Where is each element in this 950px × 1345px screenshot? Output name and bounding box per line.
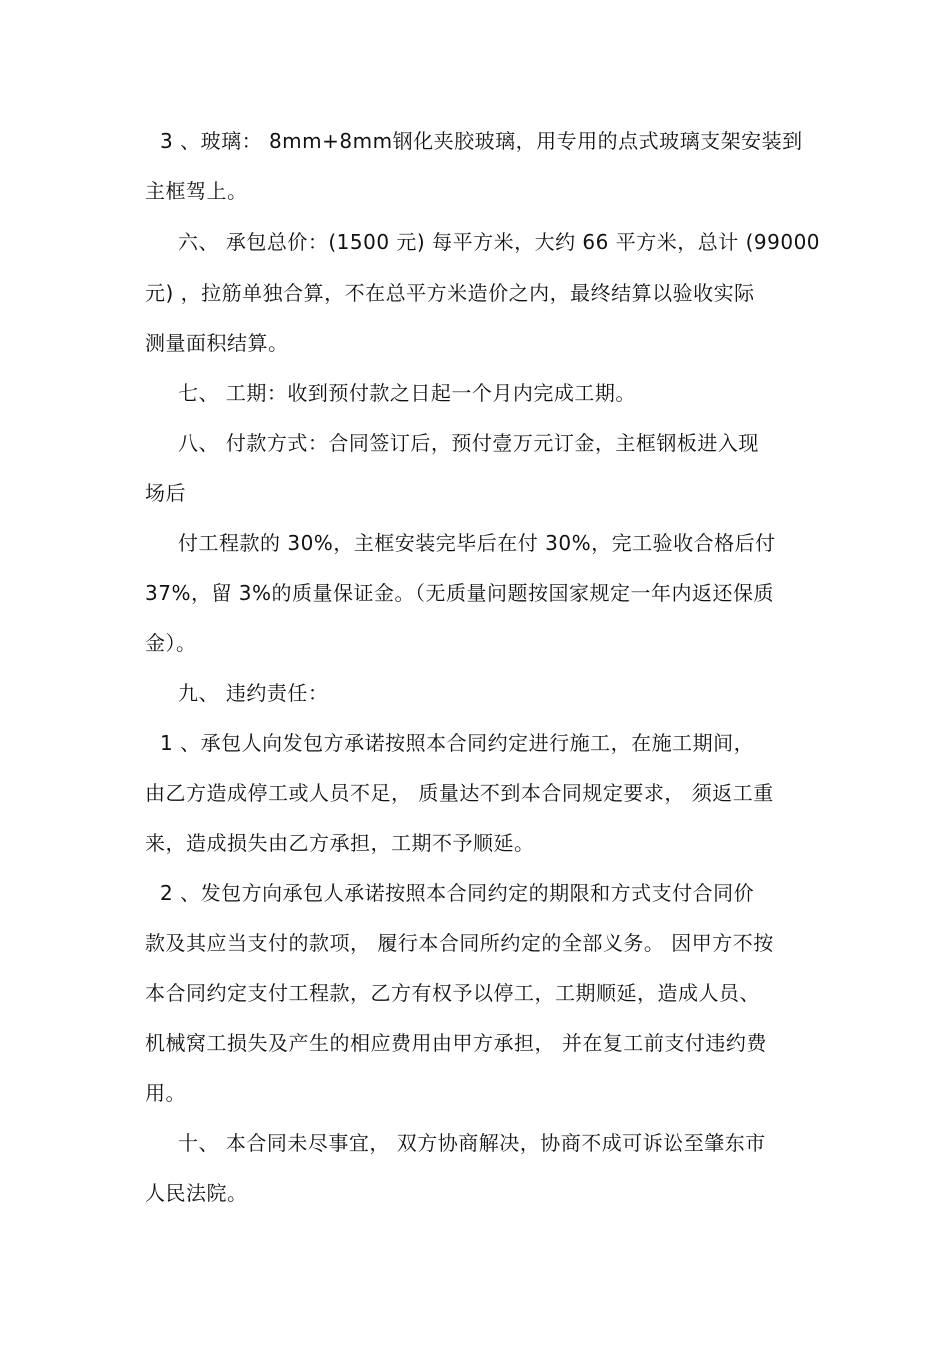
clause-liability-item1-line-2: 由乙方造成停工或人员不足， 质量达不到本合同规定要求， 须返工重 xyxy=(145,781,774,805)
clause-liability-item2-line-2: 款及其应当支付的款项， 履行本合同所约定的全部义务。 因甲方不按 xyxy=(145,931,774,955)
clause-liability-heading: 九、 违约责任： xyxy=(178,681,329,705)
clause-misc-line-2: 人民法院。 xyxy=(145,1181,248,1205)
clause-total-price-line-3: 测量面积结算。 xyxy=(145,331,289,355)
clause-payment-line-2: 场后 xyxy=(145,481,186,505)
clause-liability-item1-line-3: 来，造成损失由乙方承担，工期不予顺延。 xyxy=(145,831,535,855)
clause-payment-line-5: 金）。 xyxy=(145,631,197,655)
clause-total-price-line-1: 六、 承包总价：(1500 元) 每平方米，大约 66 平方米，总计 (99000 xyxy=(178,230,821,254)
clause-total-price-line-2: 元) ，拉筋单独合算，不在总平方米造价之内，最终结算以验收实际 xyxy=(145,281,755,305)
clause-payment-line-3: 付工程款的 30%，主框安装完毕后在付 30%，完工验收合格后付 xyxy=(178,531,776,555)
clause-liability-item1-line-1: 1 、承包人向发包方承诺按照本合同约定进行施工，在施工期间， xyxy=(160,731,755,755)
clause-glass-line-2: 主框驾上。 xyxy=(145,179,248,203)
clause-schedule-line: 七、 工期：收到预付款之日起一个月内完成工期。 xyxy=(178,381,636,405)
clause-payment-line-4: 37%，留 3%的质量保证金。（无质量问题按国家规定一年内返还保质 xyxy=(145,581,775,605)
clause-misc-line-1: 十、 本合同未尽事宜， 双方协商解决，协商不成可诉讼至肇东市 xyxy=(178,1131,766,1155)
clause-liability-item2-line-1: 2 、发包方向承包人承诺按照本合同约定的期限和方式支付合同价 xyxy=(160,881,755,905)
clause-payment-line-1: 八、 付款方式：合同签订后，预付壹万元订金，主框钢板进入现 xyxy=(178,431,759,455)
clause-liability-item2-line-5: 用。 xyxy=(145,1081,186,1105)
clause-glass-line-1: 3 、玻璃： 8mm+8mm钢化夹胶玻璃，用专用的点式玻璃支架安装到 xyxy=(160,129,803,153)
clause-liability-item2-line-4: 机械窝工损失及产生的相应费用由甲方承担， 并在复工前支付违约费 xyxy=(145,1031,767,1055)
clause-liability-item2-line-3: 本合同约定支付工程款，乙方有权予以停工，工期顺延，造成人员、 xyxy=(145,981,760,1005)
